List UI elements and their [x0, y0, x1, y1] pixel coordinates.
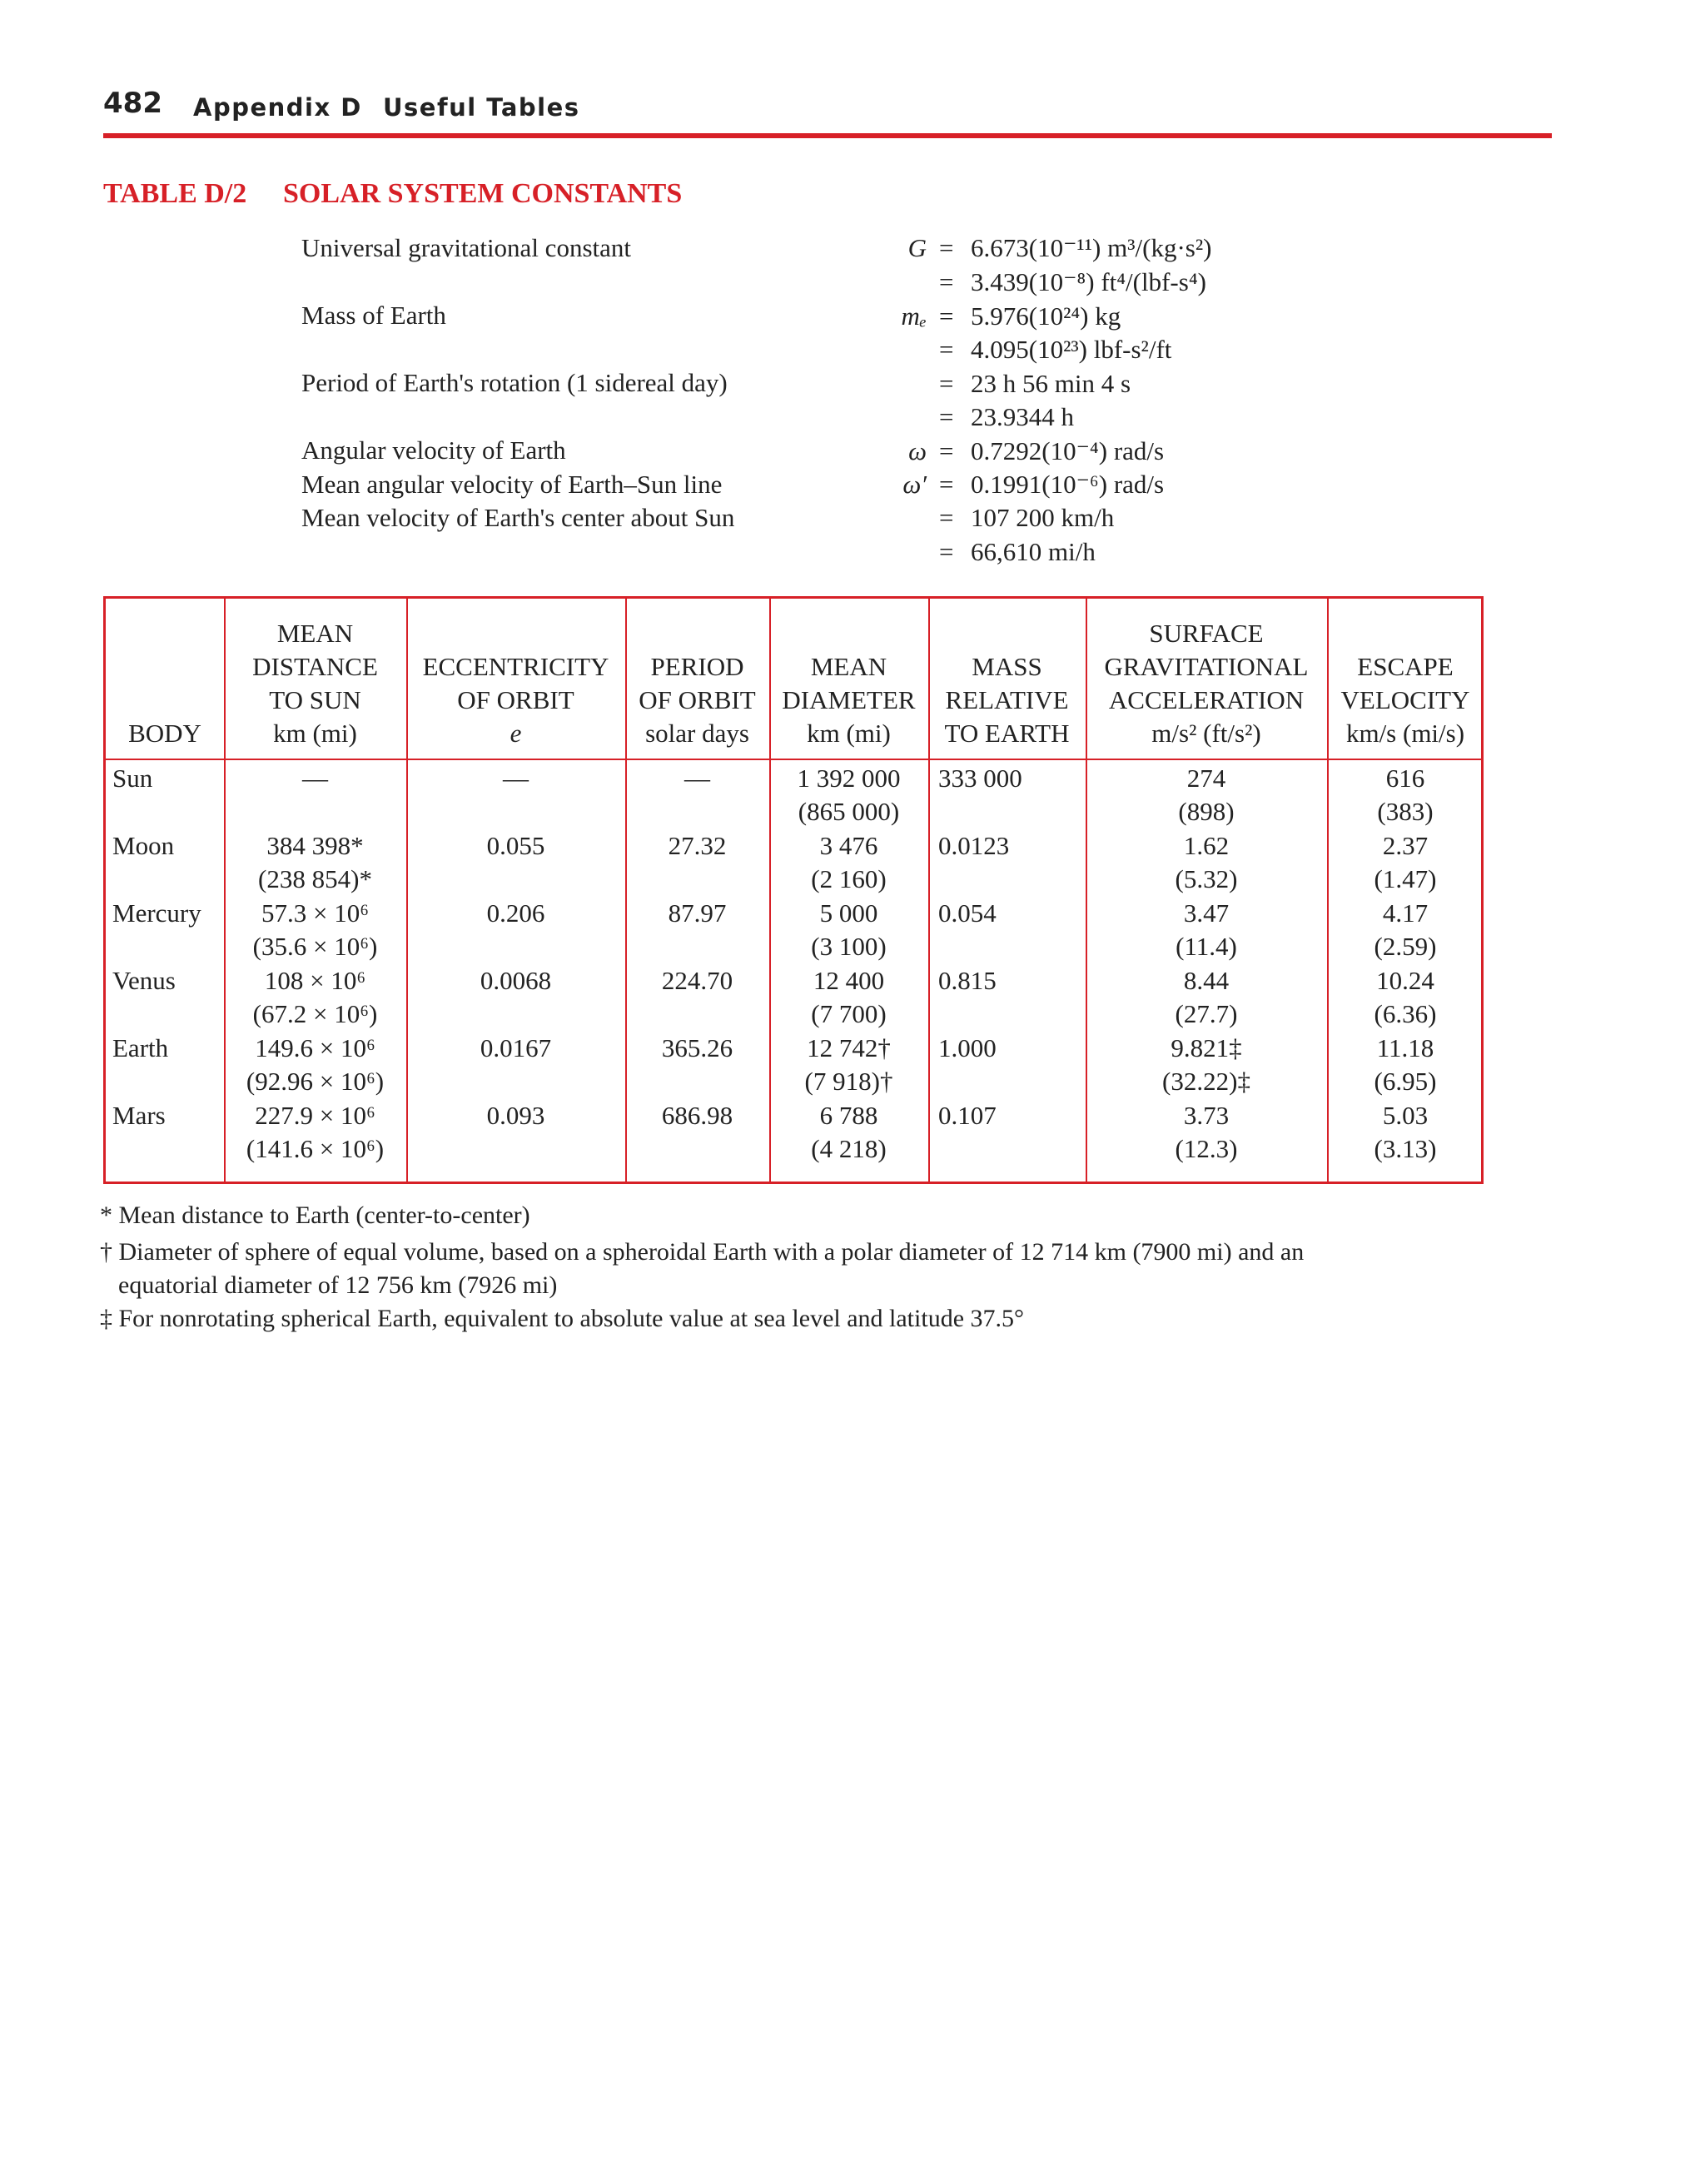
constant-value: 5.976(10²⁴) kg	[971, 301, 1121, 331]
cell-escape: (1.47)	[1374, 864, 1437, 893]
equals-sign: =	[939, 301, 954, 331]
header-line: VELOCITY	[1340, 685, 1470, 714]
page-number: 482	[103, 87, 162, 120]
cell-diameter: (4 218)	[811, 1134, 887, 1163]
cell-eccentricity: 0.0167	[480, 1033, 552, 1062]
cell-body-name: Sun	[112, 764, 153, 793]
constant-label: Mass of Earth	[301, 301, 446, 330]
header-period	[625, 599, 769, 759]
cell-diameter: 6 788	[819, 1101, 878, 1130]
constant-value: 6.673(10⁻¹¹) m³/(kg·s²)	[971, 233, 1212, 262]
cell-eccentricity: 0.055	[486, 831, 545, 860]
cell-period: 87.97	[668, 898, 727, 928]
header-mass	[928, 599, 1086, 759]
header-divider	[106, 759, 1481, 760]
cell-escape: (6.95)	[1374, 1067, 1437, 1096]
cell-escape: (2.59)	[1374, 932, 1437, 961]
cell-distance: 108 × 10⁶	[264, 966, 366, 995]
footnote: equatorial diameter of 12 756 km (7926 mi)	[118, 1271, 558, 1299]
cell-escape: (383)	[1377, 797, 1434, 826]
table-name: SOLAR SYSTEM CONSTANTS	[283, 178, 683, 209]
cell-diameter: (2 160)	[811, 864, 887, 893]
cell-period: —	[684, 764, 710, 793]
constant-label: Mean velocity of Earth's center about Sun	[301, 503, 735, 532]
cell-body-name: Venus	[112, 966, 176, 995]
cell-distance: 227.9 × 10⁶	[255, 1101, 375, 1130]
cell-escape: (3.13)	[1374, 1134, 1437, 1163]
cell-period: 365.26	[661, 1033, 733, 1062]
cell-distance: 384 398*	[266, 831, 364, 860]
cell-diameter: 12 400	[813, 966, 885, 995]
cell-escape: 11.18	[1376, 1033, 1434, 1062]
header-line: ECCENTRICITY	[422, 652, 609, 681]
cell-distance: 57.3 × 10⁶	[261, 898, 370, 928]
cell-period: 686.98	[661, 1101, 733, 1130]
table-title	[103, 178, 682, 210]
cell-mass: 0.815	[938, 966, 997, 995]
header-line: m/s² (ft/s²)	[1151, 719, 1261, 748]
cell-gravity: (11.4)	[1176, 932, 1237, 961]
header-line: BODY	[128, 719, 201, 748]
constant-symbol: G	[907, 233, 927, 262]
equals-sign: =	[939, 369, 954, 398]
header-eccentricity	[406, 599, 625, 759]
cell-escape: (6.36)	[1374, 999, 1437, 1028]
header-line: SURFACE	[1149, 619, 1264, 648]
header-line: PERIOD	[650, 652, 744, 681]
equals-sign: =	[939, 436, 954, 465]
cell-gravity: (898)	[1178, 797, 1235, 826]
header-line: ACCELERATION	[1108, 685, 1305, 714]
constant-value: 4.095(10²³) lbf-s²/ft	[971, 335, 1172, 364]
cell-eccentricity: 0.206	[486, 898, 545, 928]
cell-distance: (67.2 × 10⁶)	[252, 999, 378, 1028]
cell-distance: (35.6 × 10⁶)	[252, 932, 378, 961]
constant-label: Period of Earth's rotation (1 sidereal day)	[301, 368, 728, 397]
cell-period: 224.70	[661, 966, 733, 995]
constant-value: 107 200 km/h	[971, 503, 1115, 532]
header-line: solar days	[645, 719, 749, 748]
cell-eccentricity: —	[503, 764, 529, 793]
constant-symbol: ω′	[902, 470, 927, 499]
constant-label: Mean angular velocity of Earth–Sun line	[301, 470, 723, 499]
cell-escape: 616	[1385, 764, 1425, 793]
cell-diameter: (865 000)	[798, 797, 900, 826]
cell-mass: 1.000	[938, 1033, 997, 1062]
cell-eccentricity: 0.0068	[480, 966, 552, 995]
cell-diameter: (7 918)†	[804, 1067, 893, 1096]
cell-gravity: 9.821‡	[1171, 1033, 1242, 1062]
cell-mass: 0.107	[938, 1101, 997, 1130]
header-line: GRAVITATIONAL	[1104, 652, 1309, 681]
constant-value: 3.439(10⁻⁸) ft⁴/(lbf-s⁴)	[971, 267, 1206, 296]
header-line: km (mi)	[807, 719, 891, 748]
header-line: km (mi)	[273, 719, 357, 748]
equals-sign: =	[939, 503, 954, 532]
equals-sign: =	[939, 233, 954, 262]
cell-gravity: 3.73	[1183, 1101, 1230, 1130]
cell-distance: (92.96 × 10⁶)	[246, 1067, 385, 1096]
appendix-label: Appendix D	[193, 93, 362, 122]
equals-sign: =	[939, 537, 954, 566]
equals-sign: =	[939, 335, 954, 364]
cell-escape: 5.03	[1382, 1101, 1429, 1130]
cell-gravity: 1.62	[1183, 831, 1230, 860]
cell-gravity: 274	[1186, 764, 1226, 793]
header-line: km/s (mi/s)	[1345, 719, 1465, 748]
constant-symbol: mₑ	[901, 301, 927, 331]
cell-escape: 2.37	[1382, 831, 1429, 860]
table-number: TABLE D/2	[103, 178, 247, 209]
cell-gravity: 8.44	[1183, 966, 1230, 995]
header-line: MASS	[972, 652, 1042, 681]
cell-body-name: Moon	[112, 831, 175, 860]
footnote: † Diameter of sphere of equal volume, based on a spheroidal Earth with a polar diameter of 12 714 km (7900 mi) and an	[100, 1238, 1305, 1266]
cell-diameter: (3 100)	[811, 932, 887, 961]
header-body	[106, 599, 224, 759]
header-line: OF ORBIT	[457, 685, 574, 714]
cell-diameter: 5 000	[819, 898, 878, 928]
cell-diameter: (7 700)	[811, 999, 887, 1028]
cell-mass: 0.0123	[938, 831, 1010, 860]
header-diameter	[769, 599, 928, 759]
constant-value: 23.9344 h	[971, 402, 1074, 431]
cell-distance: —	[302, 764, 328, 793]
constant-symbol: ω	[908, 436, 927, 465]
cell-body-name: Earth	[112, 1033, 169, 1062]
constant-value: 66,610 mi/h	[971, 537, 1096, 566]
footnote: * Mean distance to Earth (center-to-center)	[100, 1201, 530, 1229]
section-label: Useful Tables	[383, 93, 580, 122]
constant-value: 23 h 56 min 4 s	[971, 369, 1131, 398]
cell-gravity: (5.32)	[1175, 864, 1238, 893]
constant-label: Universal gravitational constant	[301, 233, 631, 262]
header-line: DISTANCE	[252, 652, 378, 681]
constant-label: Angular velocity of Earth	[301, 435, 566, 465]
header-line: e	[510, 719, 522, 748]
footnote: ‡ For nonrotating spherical Earth, equivalent to absolute value at sea level and latitude 37.5°	[100, 1305, 1024, 1332]
header-line: TO SUN	[269, 685, 361, 714]
constant-value: 0.7292(10⁻⁴) rad/s	[971, 436, 1165, 465]
cell-mass: 0.054	[938, 898, 997, 928]
equals-sign: =	[939, 402, 954, 431]
cell-distance: 149.6 × 10⁶	[255, 1033, 375, 1062]
header-line: TO EARTH	[944, 719, 1070, 748]
cell-gravity: (27.7)	[1175, 999, 1238, 1028]
header-line: OF ORBIT	[639, 685, 756, 714]
cell-diameter: 1 392 000	[797, 764, 901, 793]
header-line: ESCAPE	[1357, 652, 1454, 681]
cell-period: 27.32	[668, 831, 727, 860]
cell-gravity: (12.3)	[1175, 1134, 1238, 1163]
cell-distance: (238 854)*	[258, 864, 372, 893]
header-line: RELATIVE	[945, 685, 1069, 714]
cell-mass: 333 000	[938, 764, 1022, 793]
cell-diameter: 12 742†	[807, 1033, 891, 1062]
constant-value: 0.1991(10⁻⁶) rad/s	[971, 470, 1165, 499]
cell-escape: 10.24	[1376, 966, 1434, 995]
cell-distance: (141.6 × 10⁶)	[246, 1134, 385, 1163]
equals-sign: =	[939, 267, 954, 296]
cell-body-name: Mars	[112, 1101, 166, 1130]
cell-eccentricity: 0.093	[486, 1101, 545, 1130]
header-rule	[103, 133, 1552, 138]
cell-gravity: 3.47	[1183, 898, 1230, 928]
header-line: MEAN	[810, 652, 887, 681]
header-gravity	[1086, 599, 1327, 759]
header-distance	[224, 599, 406, 759]
equals-sign: =	[939, 470, 954, 499]
cell-gravity: (32.22)‡	[1162, 1067, 1250, 1096]
header-line: DIAMETER	[782, 685, 916, 714]
cell-escape: 4.17	[1382, 898, 1429, 928]
page-header	[103, 87, 1552, 123]
header-escape	[1327, 599, 1484, 759]
header-line: MEAN	[276, 619, 354, 648]
cell-body-name: Mercury	[112, 898, 201, 928]
solar-system-table	[103, 596, 1484, 1184]
cell-diameter: 3 476	[819, 831, 878, 860]
